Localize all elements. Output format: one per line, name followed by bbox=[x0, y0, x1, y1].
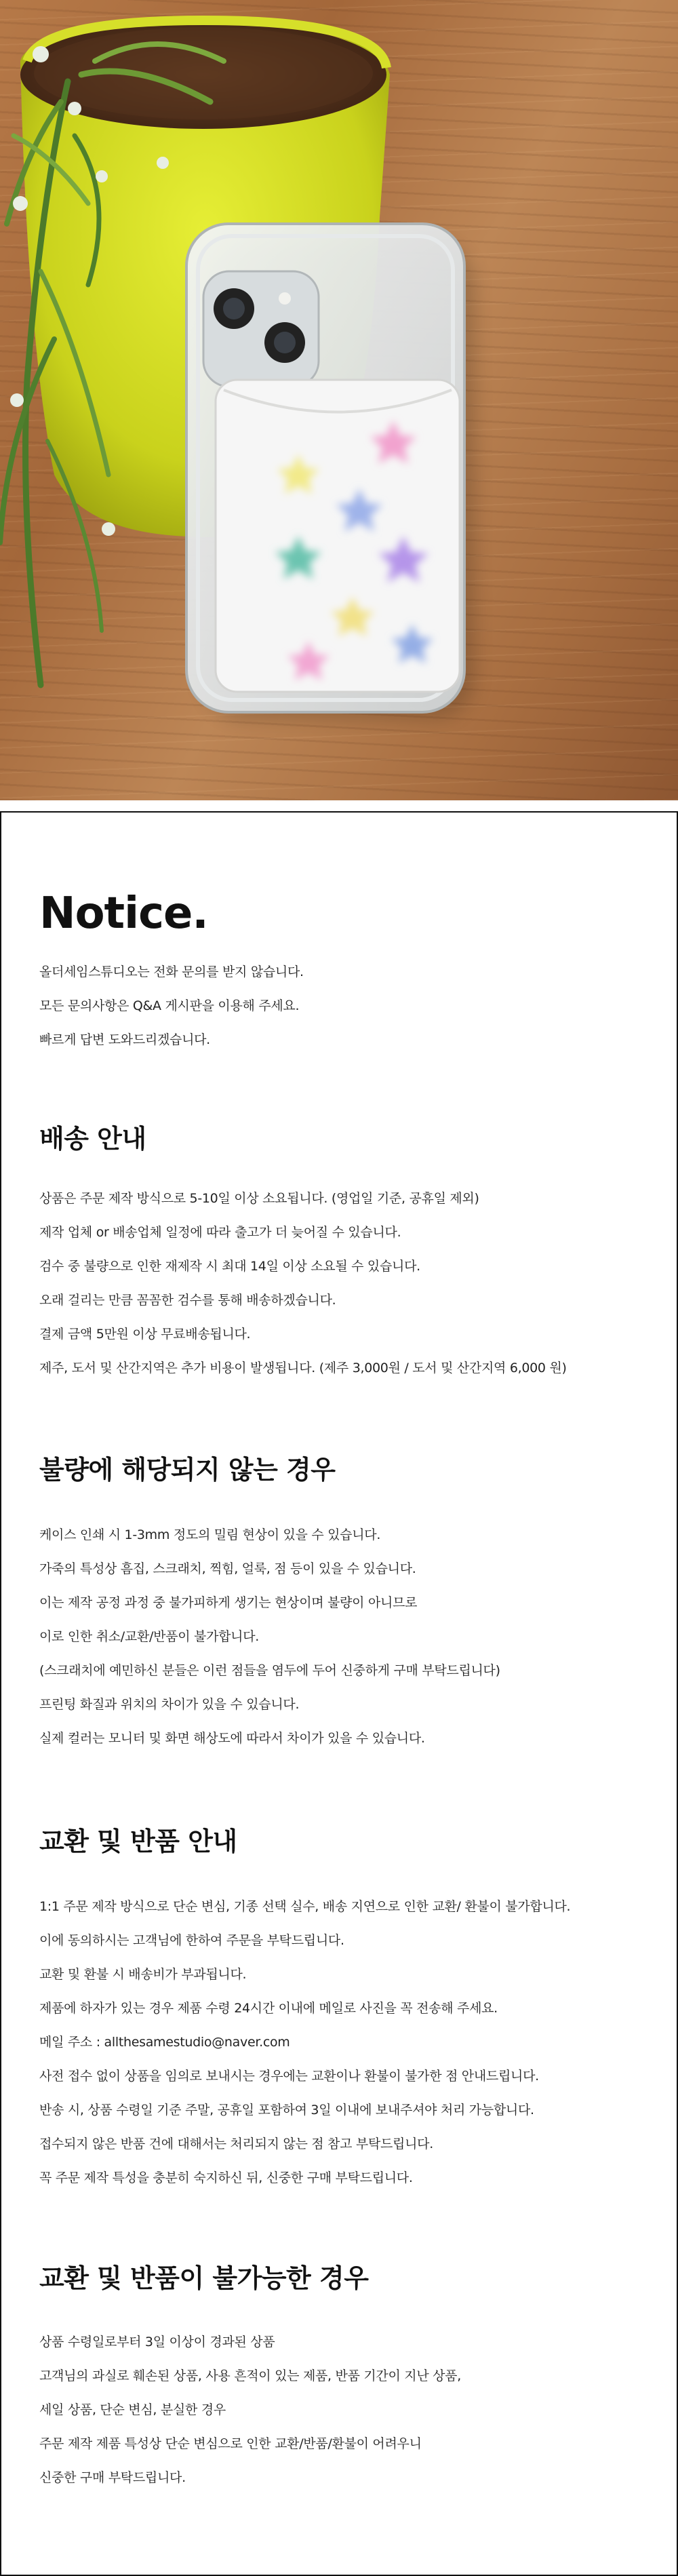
exchange-line: 꼭 주문 제작 특성을 충분히 숙지하신 뒤, 신중한 구매 부탁드립니다. bbox=[39, 2170, 413, 2185]
exchange-email-line: 메일 주소 : allthesamestudio@naver.com bbox=[39, 2035, 290, 2050]
shipping-line: 오래 걸리는 만큼 꼼꼼한 검수를 통해 배송하겠습니다. bbox=[39, 1293, 336, 1308]
not-defect-line: (스크래치에 예민하신 분들은 이런 점들을 염두에 두어 신중하게 구매 부탁드립니다) bbox=[39, 1663, 500, 1678]
not-defect-line: 이로 인한 취소/교환/반품이 불가합니다. bbox=[39, 1629, 260, 1644]
notice-intro-line: 올더세임스튜디오는 전화 문의를 받지 않습니다. bbox=[39, 964, 304, 979]
exchange-line: 이에 동의하시는 고객님에 한하여 주문을 부탁드립니다. bbox=[39, 1933, 344, 1948]
notice-intro-line: 모든 문의사항은 Q&A 게시판을 이용해 주세요. bbox=[39, 998, 300, 1013]
notice-intro-line: 빠르게 답변 도와드리겠습니다. bbox=[39, 1032, 210, 1047]
section-title-not-defect: 불량에 해당되지 않는 경우 bbox=[39, 1455, 336, 1485]
shipping-line: 검수 중 불량으로 인한 재제작 시 최대 14일 이상 소요될 수 있습니다. bbox=[39, 1259, 420, 1274]
exchange-line: 1:1 주문 제작 방식으로 단순 변심, 기종 선택 실수, 배송 지연으로 인한 교환/ 환불이 불가합니다. bbox=[39, 1899, 571, 1914]
notice-intro bbox=[39, 955, 304, 1057]
no-exchange-line: 신중한 구매 부탁드립니다. bbox=[39, 2470, 186, 2485]
shipping-line: 상품은 주문 제작 방식으로 5-10일 이상 소요됩니다. (영업일 기준, 공휴일 제외) bbox=[39, 1191, 479, 1206]
section-body-exchange-return bbox=[39, 1890, 570, 2195]
exchange-line: 반송 시, 상품 수령일 기준 주말, 공휴일 포함하여 3일 이내에 보내주셔야 처리 가능합니다. bbox=[39, 2103, 534, 2118]
notice-title: Notice. bbox=[39, 889, 208, 939]
section-body-no-exchange bbox=[39, 2325, 461, 2495]
section-body-shipping bbox=[39, 1182, 567, 1385]
exchange-line: 제품에 하자가 있는 경우 제품 수령 24시간 이내에 메일로 사진을 꼭 전송해 주세요. bbox=[39, 2001, 498, 2016]
no-exchange-line: 주문 제작 제품 특성상 단순 변심으로 인한 교환/반품/환불이 어려우니 bbox=[39, 2436, 422, 2451]
section-title-exchange-return: 교환 및 반품 안내 bbox=[39, 1827, 237, 1856]
shipping-line: 제작 업체 or 배송업체 일정에 따라 출고가 더 늦어질 수 있습니다. bbox=[39, 1225, 401, 1240]
notice-panel bbox=[0, 811, 678, 2576]
section-title-no-exchange: 교환 및 반품이 불가능한 경우 bbox=[39, 2263, 369, 2293]
not-defect-line: 실제 컬러는 모니터 및 화면 해상도에 따라서 차이가 있을 수 있습니다. bbox=[39, 1731, 425, 1746]
phone-case bbox=[186, 224, 464, 712]
exchange-line: 사전 접수 없이 상품을 임의로 보내시는 경우에는 교환이나 환불이 불가한 점 안내드립니다. bbox=[39, 2069, 539, 2084]
section-title-shipping: 배송 안내 bbox=[39, 1124, 146, 1154]
shipping-line: 결제 금액 5만원 이상 무료배송됩니다. bbox=[39, 1327, 251, 1342]
no-exchange-line: 상품 수령일로부터 3일 이상이 경과된 상품 bbox=[39, 2335, 275, 2349]
product-photo bbox=[0, 0, 678, 800]
shipping-line: 제주, 도서 및 산간지역은 추가 비용이 발생됩니다. (제주 3,000원 / 도서 및 산간지역 6,000 원) bbox=[39, 1361, 567, 1375]
exchange-line: 교환 및 환불 시 배송비가 부과됩니다. bbox=[39, 1967, 247, 1982]
exchange-line: 접수되지 않은 반품 건에 대해서는 처리되지 않는 점 참고 부탁드립니다. bbox=[39, 2136, 433, 2151]
product-photo-illustration bbox=[0, 0, 678, 800]
not-defect-line: 프린팅 화질과 위치의 차이가 있을 수 있습니다. bbox=[39, 1697, 300, 1712]
not-defect-line: 이는 제작 공정 과정 중 불가피하게 생기는 현상이며 불량이 아니므로 bbox=[39, 1595, 418, 1610]
not-defect-line: 케이스 인쇄 시 1-3mm 정도의 밀림 현상이 있을 수 있습니다. bbox=[39, 1527, 381, 1542]
not-defect-line: 가죽의 특성상 흠집, 스크래치, 찍힘, 얼룩, 점 등이 있을 수 있습니다. bbox=[39, 1561, 416, 1576]
no-exchange-line: 고객님의 과실로 훼손된 상품, 사용 흔적이 있는 제품, 반품 기간이 지난 상품, bbox=[39, 2368, 461, 2383]
no-exchange-line: 세일 상품, 단순 변심, 분실한 경우 bbox=[39, 2402, 226, 2417]
section-body-not-defect bbox=[39, 1518, 500, 1755]
